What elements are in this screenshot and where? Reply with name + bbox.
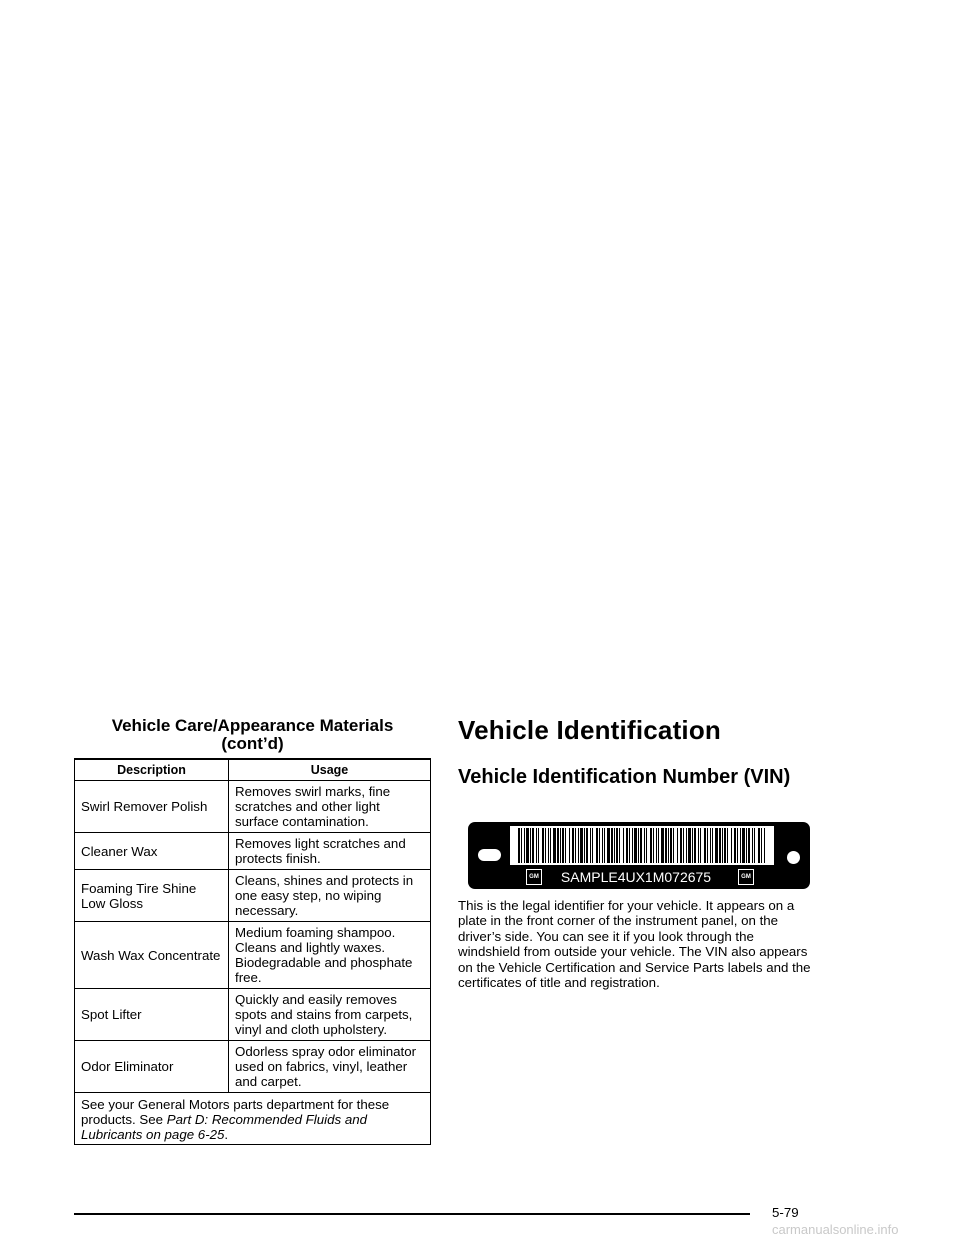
table-title-line1: Vehicle Care/Appearance Materials bbox=[111, 716, 394, 735]
table-row bbox=[75, 1041, 431, 1093]
row-description: Cleaner Wax bbox=[75, 833, 229, 870]
row-description: Swirl Remover Polish bbox=[75, 781, 229, 833]
table-row bbox=[75, 922, 431, 989]
table-title bbox=[74, 717, 431, 753]
fluids-lubricants-link[interactable]: Part D: Recommended Fluids and Lubricants on page 6-25 bbox=[81, 1112, 368, 1142]
vin-number: SAMPLE4UX1M072675 bbox=[560, 869, 712, 885]
footer-rule bbox=[74, 1213, 750, 1215]
table-row bbox=[75, 870, 431, 922]
page-number: 5-79 bbox=[772, 1205, 799, 1220]
row-description: Wash Wax Concentrate bbox=[75, 922, 229, 989]
watermark: carmanualsonline.info bbox=[772, 1222, 899, 1237]
row-description: Foaming Tire Shine Low Gloss bbox=[75, 870, 229, 922]
table-row bbox=[75, 781, 431, 833]
table-title-line2: (cont’d) bbox=[221, 734, 284, 753]
row-description: Odor Eliminator bbox=[75, 1041, 229, 1093]
gm-logo-icon: GM bbox=[526, 869, 542, 885]
section-heading: Vehicle Identification bbox=[458, 715, 722, 745]
vin-plate-illustration bbox=[468, 822, 810, 889]
row-usage: Cleans, shines and protects in one easy step, no wiping necessary. bbox=[229, 870, 431, 922]
barcode-bars-icon bbox=[516, 828, 768, 863]
row-usage: Medium foaming shampoo. Cleans and lightly waxes. Biodegradable and phosphate free. bbox=[229, 922, 431, 989]
row-usage: Removes light scratches and protects finish. bbox=[229, 833, 431, 870]
vin-description-paragraph: This is the legal identifier for your vehicle. It appears on a plate in the front corner of the instrument panel, on the driver’s side. You can see it if you look through the windshield from outside your vehicle. The VIN also appears on the Vehicle Certification and Service Parts labels and the certificates of title and registration. bbox=[458, 898, 811, 991]
row-usage: Removes swirl marks, fine scratches and other light surface contamination. bbox=[229, 781, 431, 833]
footer-note-end: . bbox=[224, 1127, 229, 1142]
table-row bbox=[75, 833, 431, 870]
gm-logo-icon: GM bbox=[738, 869, 754, 885]
section-subheading: Vehicle Identification Number (VIN) bbox=[458, 766, 791, 788]
row-description: Spot Lifter bbox=[75, 989, 229, 1041]
table-row bbox=[75, 989, 431, 1041]
mounting-slot-icon bbox=[478, 849, 501, 861]
row-usage: Quickly and easily removes spots and stains from carpets, vinyl and cloth upholstery. bbox=[229, 989, 431, 1041]
barcode bbox=[510, 826, 774, 865]
footer-note-text: See your General Motors parts department for these products. See bbox=[81, 1097, 390, 1127]
header-usage: Usage bbox=[229, 759, 431, 781]
care-materials-table bbox=[74, 758, 431, 1145]
table-header-row bbox=[75, 759, 431, 781]
header-description: Description bbox=[75, 759, 229, 781]
row-usage: Odorless spray odor eliminator used on fabrics, vinyl, leather and carpet. bbox=[229, 1041, 431, 1093]
mounting-hole-icon bbox=[787, 851, 800, 864]
table-footer-row bbox=[75, 1093, 431, 1145]
table-footer-note bbox=[75, 1093, 431, 1145]
